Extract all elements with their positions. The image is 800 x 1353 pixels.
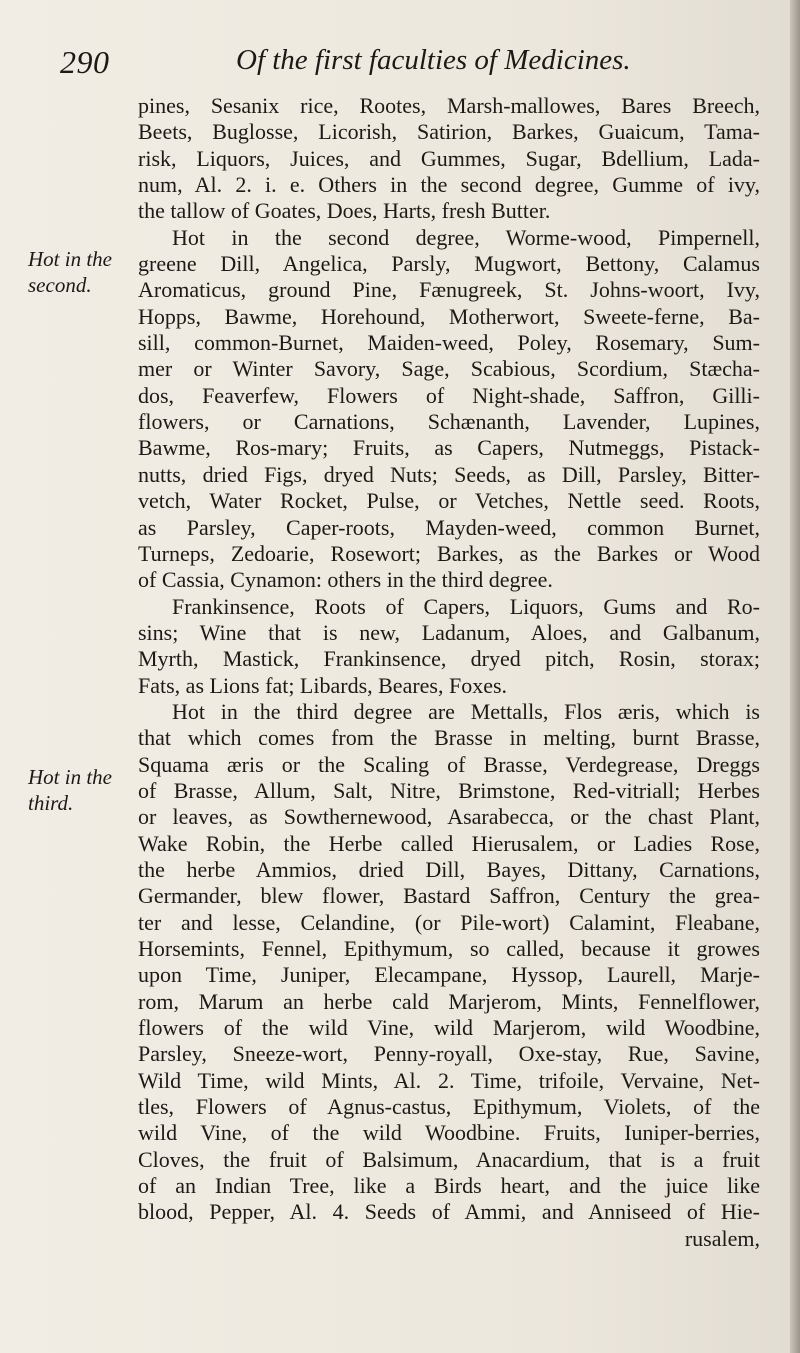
page-number: 290 bbox=[60, 44, 110, 80]
text-line: Squama æris or the Scaling of Brasse, Verdegrease, Dreggs bbox=[138, 751, 760, 777]
margin-note-hot-third bbox=[28, 764, 138, 816]
text-line: ter and lesse, Celandine, (or Pile-wort) Calamint, Fleabane, bbox=[138, 909, 760, 935]
body-text bbox=[138, 93, 760, 1252]
text-line: Parsley, Sneeze-wort, Penny-royall, Oxe-stay, Rue, Savine, bbox=[138, 1041, 760, 1067]
text-line: pines, Sesanix rice, Rootes, Marsh-mallowes, Bares Breech, bbox=[138, 93, 760, 118]
text-line: Myrth, Mastick, Frankinsence, dryed pitch, Rosin, storax; bbox=[138, 646, 760, 672]
text-line: Bawme, Ros-mary; Fruits, as Capers, Nutmeggs, Pistack- bbox=[138, 435, 760, 461]
running-title: Of the first faculties of Medicines. bbox=[236, 44, 631, 76]
text-line: Cloves, the fruit of Balsimum, Anacardium, that is a fruit bbox=[138, 1146, 760, 1172]
text-line: Horsemints, Fennel, Epithymum, so called, because it growes bbox=[138, 936, 760, 961]
page-header bbox=[60, 44, 760, 94]
text-line: Frankinsence, Roots of Capers, Liquors, Gums and Ro- bbox=[172, 593, 760, 619]
text-line: wild Vine, of the wild Woodbine. Fruits, Iuniper-berries, bbox=[138, 1120, 760, 1146]
text-line: greene Dill, Angelica, Parsly, Mugwort, Bettony, Calamus bbox=[138, 251, 760, 277]
text-line: blood, Pepper, Al. 4. Seeds of Ammi, and Anniseed of Hie- bbox=[138, 1199, 760, 1225]
text-line: num, Al. 2. i. e. Others in the second degree, Gumme of ivy, bbox=[138, 172, 760, 198]
text-line: of Brasse, Allum, Salt, Nitre, Brimstone, Red-vitriall; Herbes bbox=[138, 777, 760, 803]
text-line: upon Time, Juniper, Elecampane, Hyssop, Laurell, Marje- bbox=[138, 962, 760, 988]
text-line: rusalem, bbox=[684, 1225, 760, 1251]
text-line: Wake Robin, the Herbe called Hierusalem, or Ladies Rose, bbox=[138, 830, 760, 856]
text-line: Beets, Buglosse, Licorish, Satirion, Barkes, Guaicum, Tama- bbox=[138, 119, 760, 145]
text-line: Germander, blew flower, Bastard Saffron, Century the grea- bbox=[138, 883, 760, 909]
text-line: dos, Feaverfew, Flowers of Night-shade, Saffron, Gilli- bbox=[138, 382, 760, 408]
margin-note-line: Hot in the bbox=[28, 765, 112, 789]
text-line: that which comes from the Brasse in melting, burnt Brasse, bbox=[138, 725, 760, 751]
text-line: the herbe Ammios, dried Dill, Bayes, Dittany, Carnations, bbox=[138, 856, 760, 882]
text-line: flowers of the wild Vine, wild Marjerom, wild Woodbine, bbox=[138, 1015, 760, 1041]
text-line: Aromaticus, ground Pine, Fænugreek, St. Johns-woort, Ivy, bbox=[138, 277, 760, 303]
margin-note-line: Hot in the bbox=[28, 247, 112, 271]
text-line: Wild Time, wild Mints, Al. 2. Time, trifoile, Vervaine, Net- bbox=[138, 1067, 760, 1093]
text-line: mer or Winter Savory, Sage, Scabious, Scordium, Stæcha- bbox=[138, 356, 760, 382]
margin-note-hot-second bbox=[28, 246, 138, 298]
text-line: Fats, as Lions fat; Libards, Beares, Foxes. bbox=[138, 672, 508, 698]
margin-note-line: third. bbox=[28, 791, 74, 815]
text-line: the tallow of Goates, Does, Harts, fresh Butter. bbox=[138, 198, 551, 224]
text-line: flowers, or Carnations, Schænanth, Lavender, Lupines, bbox=[138, 409, 760, 435]
text-line: nutts, dried Figs, dryed Nuts; Seeds, as Dill, Parsley, Bitter- bbox=[138, 461, 760, 487]
text-line: as Parsley, Caper-roots, Mayden-weed, common Burnet, bbox=[138, 514, 760, 540]
text-line: Hopps, Bawme, Horehound, Motherwort, Sweete-ferne, Ba- bbox=[138, 303, 760, 329]
text-line: Hot in the third degree are Mettalls, Flos æris, which is bbox=[172, 698, 760, 724]
text-line: Turneps, Zedoarie, Rosewort; Barkes, as the Barkes or Wood bbox=[138, 540, 760, 566]
text-line: risk, Liquors, Juices, and Gummes, Sugar, Bdellium, Lada- bbox=[138, 145, 760, 171]
text-line: of Cassia, Cynamon: others in the third degree. bbox=[138, 567, 553, 593]
text-line: sins; Wine that is new, Ladanum, Aloes, and Galbanum, bbox=[138, 619, 760, 645]
page-gutter-shadow bbox=[790, 0, 800, 1353]
text-line: Hot in the second degree, Worme-wood, Pimpernell, bbox=[172, 224, 760, 250]
text-line: tles, Flowers of Agnus-castus, Epithymum, Violets, of the bbox=[138, 1094, 760, 1120]
text-line: sill, common-Burnet, Maiden-weed, Poley, Rosemary, Sum- bbox=[138, 330, 760, 356]
text-line: vetch, Water Rocket, Pulse, or Vetches, Nettle seed. Roots, bbox=[138, 488, 760, 514]
text-line: rom, Marum an herbe cald Marjerom, Mints, Fennelflower, bbox=[138, 988, 760, 1014]
text-line: of an Indian Tree, like a Birds heart, and the juice like bbox=[138, 1173, 760, 1199]
margin-note-line: second. bbox=[28, 273, 92, 297]
text-line: or leaves, as Sowthernewood, Asarabecca, or the chast Plant, bbox=[138, 804, 760, 830]
